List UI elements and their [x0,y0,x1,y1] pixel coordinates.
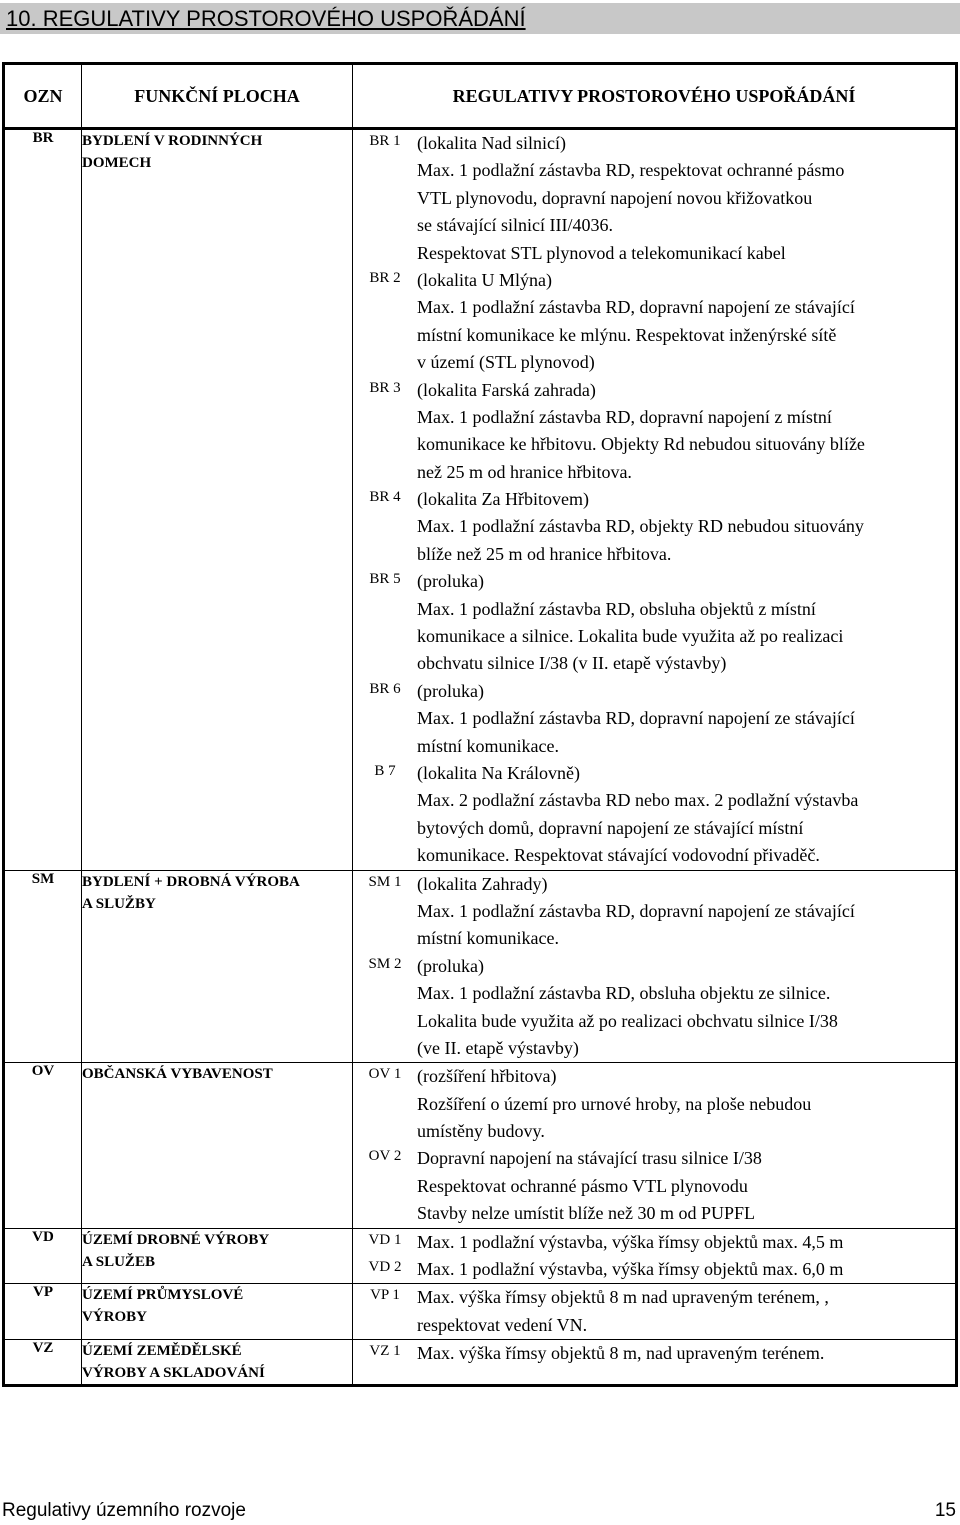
table-row [4,1284,957,1340]
table-body [4,129,957,1386]
regulation-line: Max. 1 podlažní zástavba RD, obsluha objektů z místní [417,598,816,619]
functional-area-line: ÚZEMÍ DROBNÉ VÝROBY [82,1231,270,1248]
regulation-line: Max. 1 podlažní výstavba, výška římsy objektů max. 4,5 m [417,1231,844,1252]
regulation-line: (lokalita Farská zahrada) [417,379,596,400]
regulation-line: (ve II. etapě výstavby) [417,1037,579,1058]
regulations-table [2,62,958,1387]
regulation-line: Max. 1 podlažní zástavba RD, dopravní napojení ze stávající [417,900,855,921]
regulation-line: Dopravní napojení na stávající trasu silnice I/38 [417,1148,762,1169]
functional-area-line: ÚZEMÍ ZEMĚDĚLSKÉ [82,1343,242,1360]
regulation-line: Max. výška římsy objektů 8 m nad upraveným terénem, , [417,1287,829,1308]
regulation-line: Max. 1 podlažní výstavba, výška římsy objektů max. 6,0 m [417,1259,844,1280]
regulation-code: VD 1 [368,1231,402,1248]
regulation-text [417,678,955,760]
functional-area [82,129,353,871]
column-header-ozn: OZN [4,64,82,129]
regulation-line: VTL plynovodu, dopravní napojení novou křižovatkou [417,187,813,208]
regulation-line: než 25 m od hranice hřbitova. [417,461,632,482]
regulation-text [417,1256,955,1283]
functional-area-line: A SLUŽEB [82,1253,155,1270]
regulation-line: Respektovat STL plynovod a telekomunikací kabel [417,242,786,263]
row-code: VP [4,1284,82,1340]
functional-area [82,1284,353,1340]
regulations-cell [353,1228,957,1284]
regulation-entry [353,267,955,377]
row-code: VD [4,1228,82,1284]
regulations-cell [353,870,957,1063]
row-code: VZ [4,1340,82,1386]
regulation-entry [353,678,955,760]
regulation-line: Rozšíření o území pro urnové hroby, na ploše nebudou [417,1093,812,1114]
regulation-text [417,1340,955,1367]
regulation-entry [353,760,955,870]
column-header-regulations: REGULATIVY PROSTOROVÉHO USPOŘÁDÁNÍ [353,64,957,129]
regulation-line: (lokalita Nad silnicí) [417,133,566,153]
regulation-text [417,1063,955,1145]
functional-area [82,870,353,1063]
column-header-area: FUNKČNÍ PLOCHA [82,64,353,129]
regulation-line: v území (STL plynovod) [417,352,595,373]
regulation-line: Max. 1 podlažní zástavba RD, obsluha objektu ze silnice. [417,983,831,1004]
regulations-cell [353,1284,957,1340]
regulation-line: respektovat vedení VN. [417,1314,588,1335]
regulation-line: Max. výška římsy objektů 8 m, nad upraveným terénem. [417,1343,825,1364]
regulation-code: OV 1 [368,1066,402,1083]
regulation-line: (lokalita U Mlýna) [417,269,552,290]
row-code: BR [4,129,82,871]
regulation-line: (proluka) [417,680,484,701]
regulation-code: SM 2 [368,955,402,972]
regulation-entry [353,1229,955,1256]
functional-area-line: DOMECH [82,155,152,171]
regulation-line: místní komunikace. [417,735,559,756]
table-row [4,1063,957,1228]
regulation-line: místní komunikace. [417,928,559,949]
functional-area-line: A SLUŽBY [82,895,156,912]
regulation-text [417,953,955,1063]
page-number: 15 [934,1500,956,1521]
regulation-line: (proluka) [417,955,484,976]
regulation-line: (lokalita Za Hřbitovem) [417,489,589,510]
page-footer [0,1500,960,1524]
regulation-line: komunikace ke hřbitovu. Objekty Rd nebudou situovány blíže [417,434,865,455]
functional-area-line: BYDLENÍ + DROBNÁ VÝROBA [82,873,300,890]
functional-area-line: VÝROBY [82,1309,148,1326]
regulation-entry [353,1340,955,1367]
regulation-line: místní komunikace ke mlýnu. Respektovat inženýrské sítě [417,324,837,345]
regulation-text [417,568,955,678]
regulation-line: Respektovat ochranné pásmo VTL plynovodu [417,1175,748,1196]
regulation-line: Max. 1 podlažní zástavba RD, respektovat ochranné pásmo [417,160,845,181]
regulation-code: OV 2 [368,1148,402,1165]
table-row [4,1228,957,1284]
regulation-entry [353,486,955,568]
regulation-line: obchvatu silnice I/38 (v II. etapě výstavby) [417,653,727,674]
regulation-code: BR 1 [369,133,401,149]
regulation-line: umístěny budovy. [417,1121,545,1142]
table-header-row [4,64,957,129]
regulation-text [417,486,955,568]
regulation-line: (proluka) [417,571,484,592]
row-code: OV [4,1063,82,1228]
functional-area [82,1063,353,1228]
regulation-line: se stávající silnicí III/4036. [417,215,613,236]
regulation-line: (rozšíření hřbitova) [417,1066,557,1087]
regulation-line: (lokalita Na Královně) [417,762,580,783]
regulation-code: VD 2 [368,1259,402,1276]
regulations-cell [353,129,957,871]
regulation-code: BR 6 [369,680,401,697]
page-heading-text: 10. REGULATIVY PROSTOROVÉHO USPOŘÁDÁNÍ [6,6,526,31]
regulation-text [417,1284,955,1339]
table-row [4,129,957,871]
footer-title: Regulativy územního rozvoje [2,1500,246,1521]
regulation-line: Max. 2 podlažní zástavba RD nebo max. 2 podlažní výstavba [417,790,859,811]
regulation-entry [353,1145,955,1227]
regulation-line: Stavby nelze umístit blíže než 30 m od PUPFL [417,1203,755,1224]
regulation-entry [353,1063,955,1145]
regulation-code: VZ 1 [369,1343,401,1360]
functional-area-line: BYDLENÍ V RODINNÝCH [82,133,263,149]
regulation-code: B 7 [374,762,396,779]
regulation-entry [353,130,955,267]
regulation-line: komunikace. Respektovat stávající vodovodní přivaděč. [417,845,820,866]
regulation-line: Max. 1 podlažní zástavba RD, objekty RD nebudou situovány [417,516,864,537]
regulation-code: BR 5 [369,571,401,588]
regulation-line: (lokalita Zahrady) [417,873,548,894]
regulation-entry [353,1284,955,1339]
regulation-line: Max. 1 podlažní zástavba RD, dopravní napojení ze stávající [417,297,855,318]
functional-area [82,1340,353,1386]
regulation-code: BR 4 [369,489,401,506]
regulation-line: Max. 1 podlažní zástavba RD, dopravní napojení ze stávající [417,708,855,729]
regulation-code: BR 2 [369,269,401,286]
regulation-entry [353,568,955,678]
regulation-entry [353,871,955,953]
regulation-line: bytových domů, dopravní napojení ze stávající místní [417,817,804,838]
regulations-cell [353,1063,957,1228]
regulation-text [417,267,955,377]
regulations-cell [353,1340,957,1386]
regulation-text [417,130,955,267]
regulation-entry [353,377,955,487]
regulation-text [417,377,955,487]
regulation-text [417,1229,955,1256]
regulation-text [417,871,955,953]
regulation-line: Lokalita bude využita až po realizaci obchvatu silnice I/38 [417,1010,838,1031]
regulation-line: blíže než 25 m od hranice hřbitova. [417,543,672,564]
regulation-code: VP 1 [370,1287,400,1304]
regulation-code: SM 1 [368,873,402,890]
functional-area-line: ÚZEMÍ PRŮMYSLOVÉ [82,1287,244,1304]
regulation-text [417,760,955,870]
row-code: SM [4,870,82,1063]
regulation-line: Max. 1 podlažní zástavba RD, dopravní napojení z místní [417,406,832,427]
page-heading [0,3,960,34]
functional-area-line: VÝROBY A SKLADOVÁNÍ [82,1365,265,1382]
table-row [4,870,957,1063]
functional-area-line: OBČANSKÁ VYBAVENOST [82,1066,273,1083]
functional-area [82,1228,353,1284]
regulation-code: BR 3 [369,379,401,396]
regulation-entry [353,1256,955,1283]
regulation-line: komunikace a silnice. Lokalita bude využita až po realizaci [417,626,844,647]
table-row [4,1340,957,1386]
regulation-entry [353,953,955,1063]
regulation-text [417,1145,955,1227]
